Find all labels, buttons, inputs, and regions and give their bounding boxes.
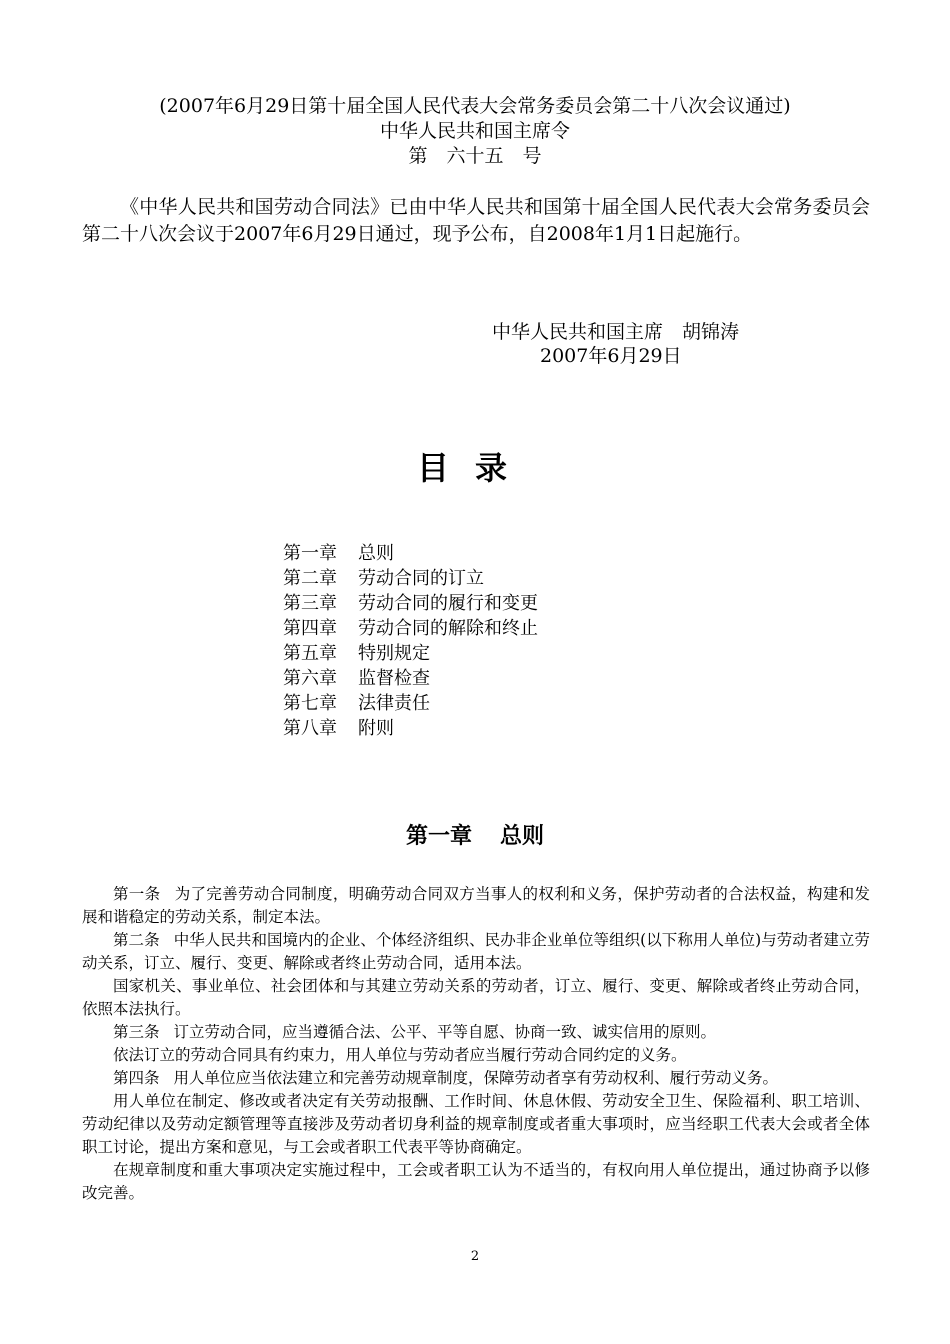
toc-item-title: 附则	[358, 718, 394, 739]
decree-title: 中华人民共和国主席令	[379, 120, 570, 142]
toc-item-title: 劳动合同的订立	[358, 568, 484, 589]
chapter-title: 总则	[500, 823, 545, 849]
article-paragraph	[82, 1021, 870, 1044]
toc-item-title: 劳动合同的解除和终止	[358, 618, 538, 639]
toc-item-number: 第四章	[283, 618, 337, 639]
article-text: 在规章制度和重大事项决定实施过程中，工会或者职工认为不适当的，有权向用人单位提出，通过协商予以修改完善。	[82, 1161, 870, 1202]
clause-paragraph	[82, 975, 870, 1021]
toc-item	[283, 616, 538, 641]
clause-paragraph	[82, 1090, 870, 1159]
article-text: 订立劳动合同，应当遵循合法、公平、平等自愿、协商一致、诚实信用的原则。	[173, 1023, 717, 1041]
toc-item-number: 第二章	[283, 568, 337, 589]
toc-item	[283, 641, 430, 666]
article-text: 用人单位应当依法建立和完善劳动规章制度，保障劳动者享有劳动权利、履行劳动义务。	[173, 1069, 779, 1087]
article-text: 国家机关、事业单位、社会团体和与其建立劳动关系的劳动者，订立、履行、变更、解除或者终止劳动合同，依照本法执行。	[82, 977, 870, 1018]
article-label: 第四条	[113, 1069, 160, 1087]
toc-item	[283, 591, 538, 616]
toc-item-number: 第七章	[283, 693, 337, 714]
article-text: 中华人民共和国境内的企业、个体经济组织、民办非企业单位等组织(以下称用人单位)与劳动者建立劳动关系，订立、履行、变更、解除或者终止劳动合同，适用本法。	[82, 931, 870, 972]
toc-item	[283, 541, 394, 566]
page-number: 2	[470, 1249, 480, 1264]
toc-item-title: 监督检查	[358, 668, 430, 689]
toc-item-number: 第八章	[283, 718, 337, 739]
toc-item-number: 第六章	[283, 668, 337, 689]
toc-item	[283, 666, 430, 691]
article-label: 第三条	[113, 1023, 160, 1041]
toc-item-number: 第三章	[283, 593, 337, 614]
toc-item-number: 第五章	[283, 643, 337, 664]
signature-date: 2007年6月29日	[540, 345, 682, 367]
article-text: 用人单位在制定、修改或者决定有关劳动报酬、工作时间、休息休假、劳动安全卫生、保险福利、职工培训、劳动纪律以及劳动定额管理等直接涉及劳动者切身利益的规章制度或者重大事项时，应当经职工代表大会或者全体职工讨论，提出方案和意见，与工会或者职工代表平等协商确定。	[82, 1092, 870, 1156]
promulgation-text: 《中华人民共和国劳动合同法》已由中华人民共和国第十届全国人民代表大会常务委员会第二十八次会议于2007年6月29日通过，现予公布，自2008年1月1日起施行。	[82, 196, 870, 245]
article-paragraph	[82, 883, 870, 929]
clause-paragraph	[82, 1044, 870, 1067]
toc-item-title: 劳动合同的履行和变更	[358, 593, 538, 614]
toc-item	[283, 716, 394, 741]
toc-item-title: 特别规定	[358, 643, 430, 664]
toc-item	[283, 691, 430, 716]
article-text: 为了完善劳动合同制度，明确劳动合同双方当事人的权利和义务，保护劳动者的合法权益，构建和发展和谐稳定的劳动关系，制定本法。	[82, 885, 870, 926]
clause-paragraph	[82, 1159, 870, 1205]
article-label: 第一条	[113, 885, 161, 903]
toc-item-title: 总则	[358, 543, 394, 564]
article-text: 依法订立的劳动合同具有约束力，用人单位与劳动者应当履行劳动合同约定的义务。	[113, 1046, 687, 1064]
toc-item-number: 第一章	[283, 543, 337, 564]
toc-item	[283, 566, 484, 591]
toc-item-title: 法律责任	[358, 693, 430, 714]
article-paragraph	[82, 1067, 870, 1090]
adoption-note: (2007年6月29日第十届全国人民代表大会常务委员会第二十八次会议通过)	[159, 95, 791, 117]
toc-title: 目录	[416, 449, 533, 487]
decree-number: 第 六十五 号	[408, 145, 542, 167]
chapter-body	[82, 883, 870, 1205]
article-label: 第二条	[113, 931, 160, 949]
signature: 中华人民共和国主席 胡锦涛	[492, 321, 740, 343]
article-paragraph	[82, 929, 870, 975]
chapter-number: 第一章	[405, 823, 472, 849]
chapter-heading	[0, 820, 950, 854]
